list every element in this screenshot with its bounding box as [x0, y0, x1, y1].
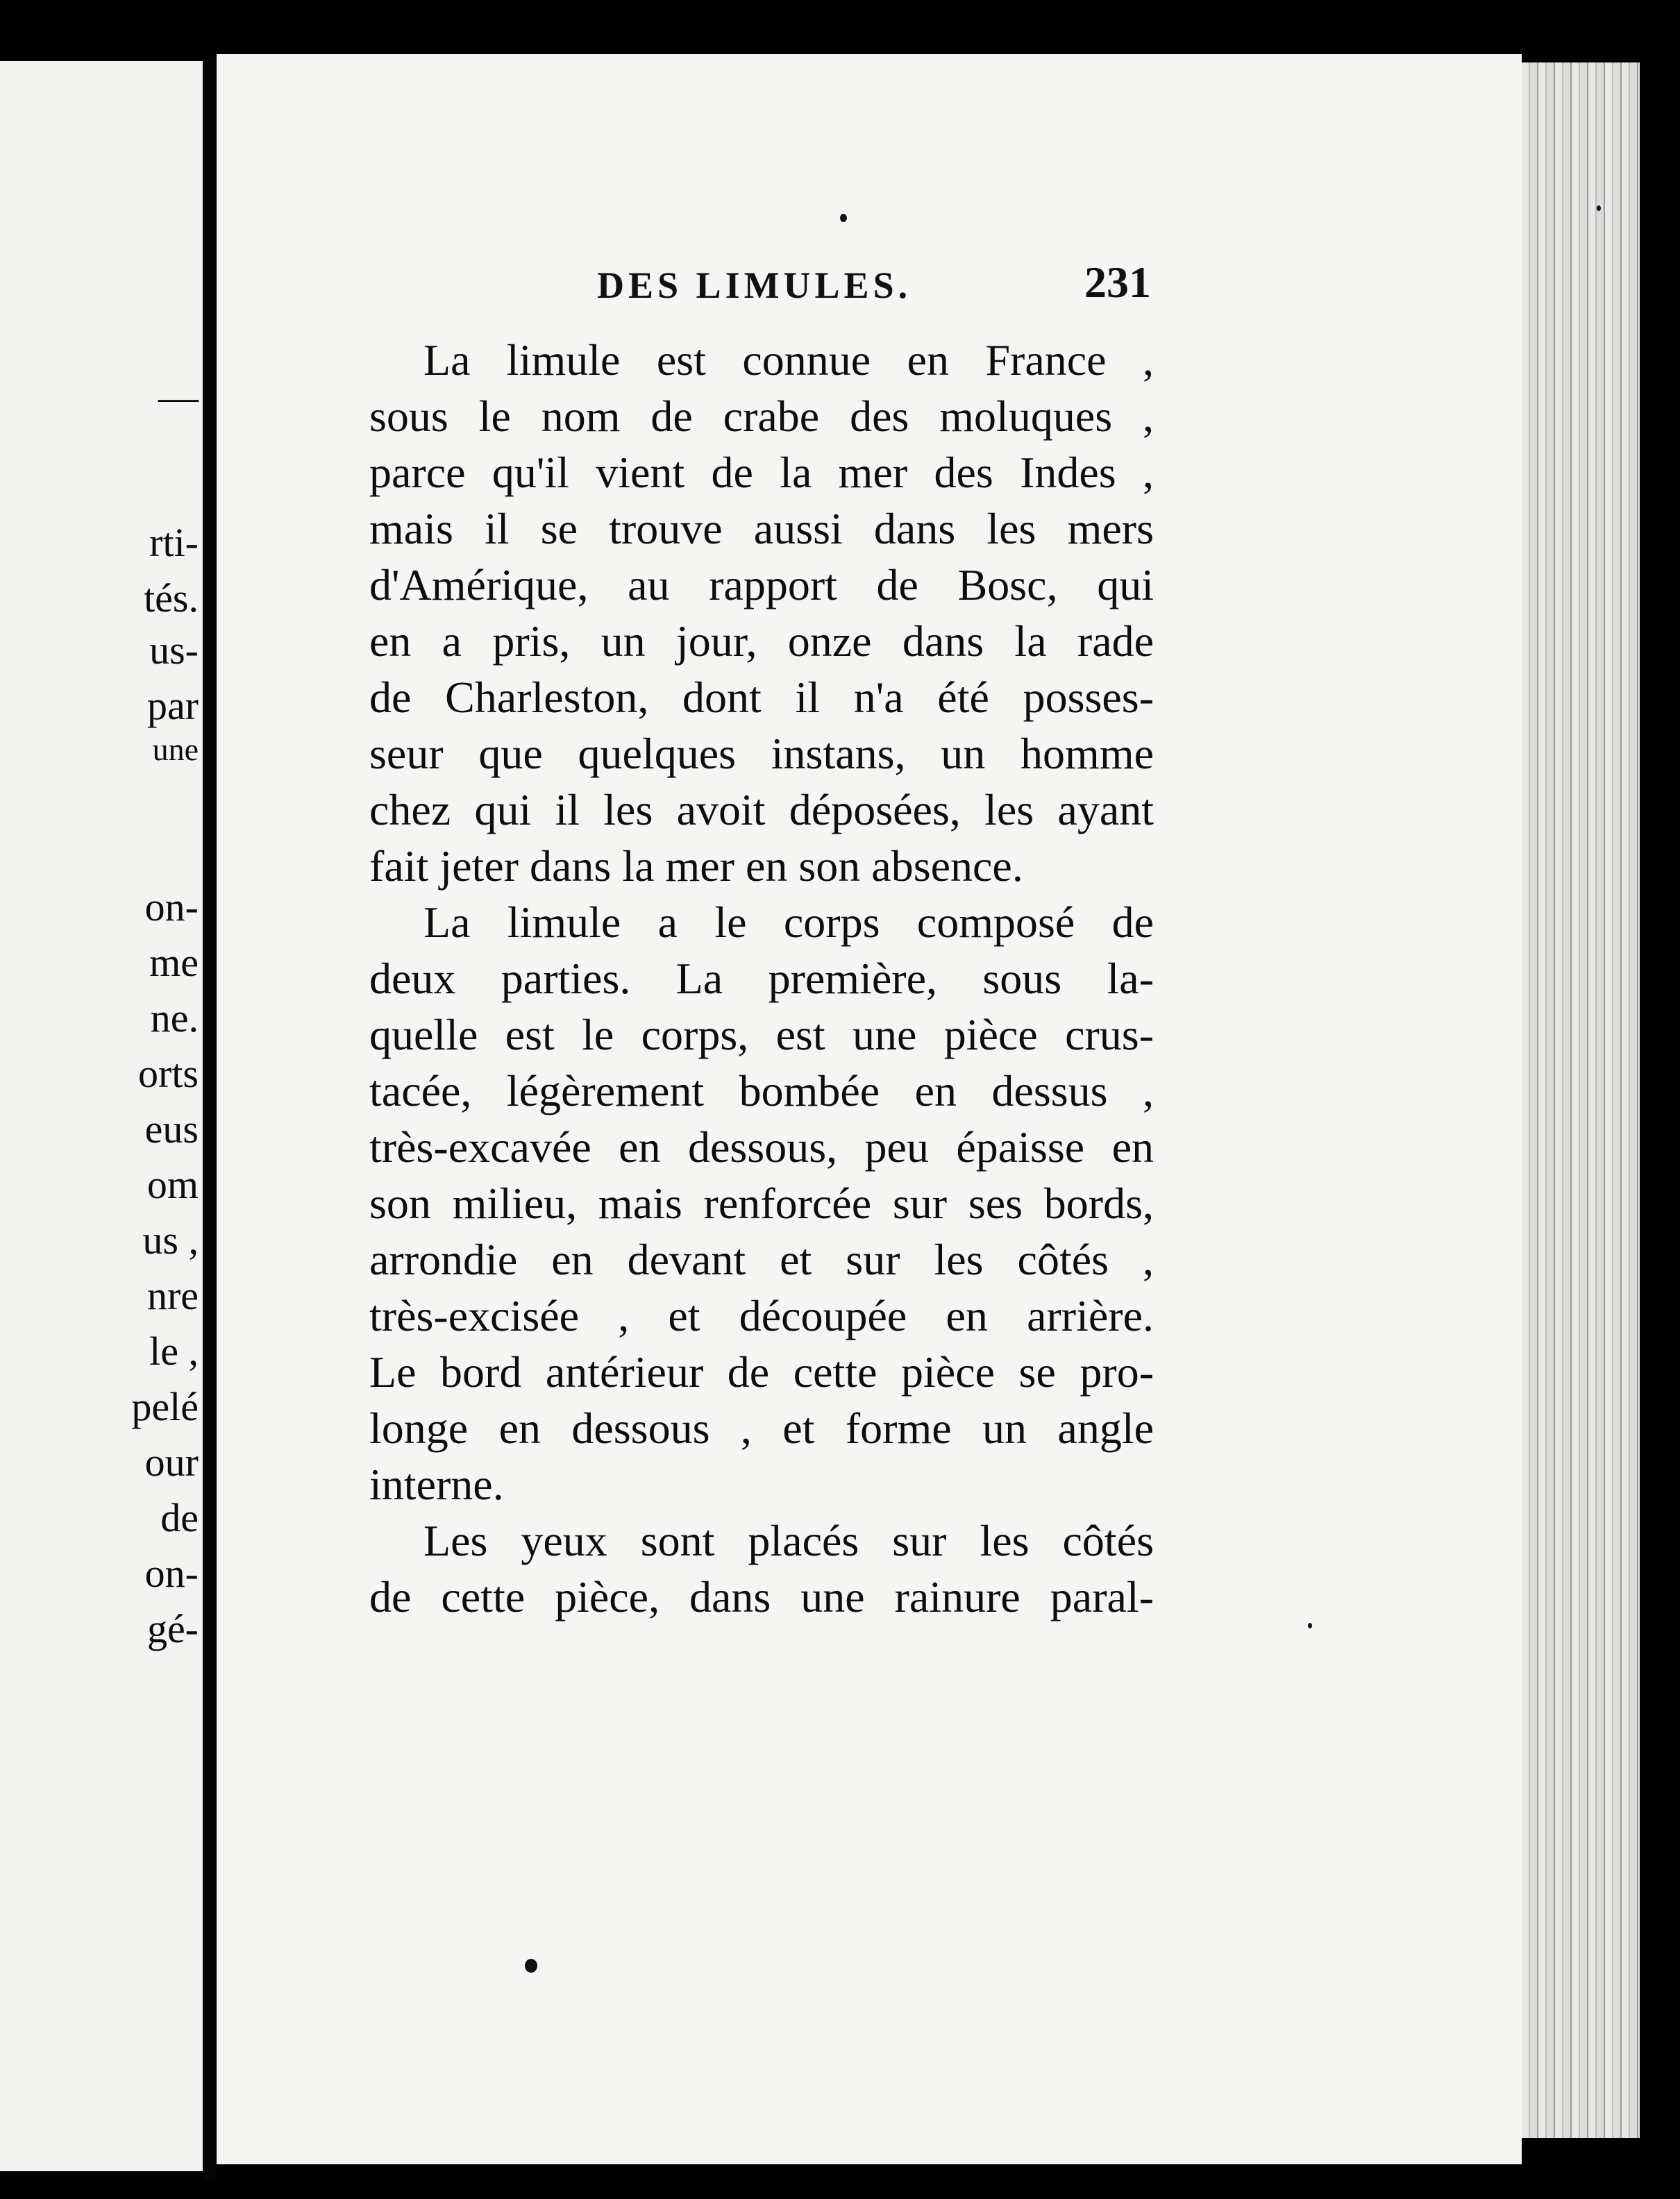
text-line: de Charleston, dont il n'a été posses- [369, 673, 1154, 722]
text-line: interne. [369, 1460, 504, 1509]
ink-speck [1597, 205, 1601, 211]
text-line: parce qu'il vient de la mer des Indes , [369, 448, 1154, 497]
text-line: seur que quelques instans, un homme [369, 729, 1154, 778]
ink-speck [525, 1959, 537, 1973]
left-fragment-line: on- [144, 1551, 199, 1596]
ink-speck [1308, 1623, 1312, 1628]
left-fragment-line: me [149, 940, 199, 985]
text-line: d'Amérique, au rapport de Bosc, qui [369, 560, 1154, 609]
page-edges [1522, 62, 1640, 2138]
left-fragment-line: — [158, 374, 199, 419]
body-text [369, 332, 1154, 1625]
text-line: son milieu, mais renforcée sur ses bords, [369, 1179, 1154, 1228]
left-fragment-line: orts [138, 1051, 199, 1096]
left-fragment-line: nre [146, 1273, 199, 1318]
text-line: sous le nom de crabe des moluques , [369, 391, 1154, 441]
text-line: Les yeux sont placés sur les côtés [423, 1516, 1154, 1565]
left-fragment-line: gé- [146, 1606, 199, 1651]
text-line: deux parties. La première, sous la- [369, 954, 1154, 1003]
text-line: très-excavée en dessous, peu épaisse en [369, 1122, 1154, 1172]
text-line: La limule est connue en France , [423, 335, 1154, 385]
text-line: longe en dessous , et forme un angle [369, 1404, 1154, 1453]
left-fragment-line: ne. [150, 995, 199, 1040]
left-fragment-line: par [146, 683, 199, 728]
left-fragment-line: eus [144, 1106, 199, 1152]
left-fragment-line: le , [149, 1329, 199, 1374]
left-fragment-line: on- [144, 884, 199, 929]
page-number: 231 [1084, 258, 1151, 307]
left-fragment-line: us- [149, 627, 199, 673]
text-line: en a pris, un jour, onze dans la rade [369, 616, 1154, 666]
left-fragment-line: une [152, 732, 199, 767]
text-line: Le bord antérieur de cette pièce se pro- [369, 1347, 1154, 1397]
left-fragment-line: rti- [149, 520, 199, 565]
text-line: quelle est le corps, est une pièce crus- [369, 1010, 1154, 1059]
left-fragment-line: us , [142, 1218, 199, 1263]
left-fragment-line: de [160, 1495, 199, 1540]
left-fragment-line: our [144, 1440, 199, 1485]
text-line: mais il se trouve aussi dans les mers [369, 504, 1154, 553]
text-line: arrondie en devant et sur les côtés , [369, 1235, 1154, 1284]
left-fragment-line: pelé [131, 1384, 199, 1429]
ink-speck [840, 214, 847, 222]
text-line: La limule a le corps composé de [423, 898, 1154, 947]
text-line: tacée, légèrement bombée en dessus , [369, 1066, 1154, 1115]
text-line: fait jeter dans la mer en son absence. [369, 841, 1023, 891]
book-gutter [203, 56, 217, 2180]
left-page-fragment [0, 61, 203, 2171]
text-line: chez qui il les avoit déposées, les ayant [369, 785, 1154, 834]
running-title: DES LIMULES. [597, 264, 912, 306]
text-line: très-excisée , et découpée en arrière. [369, 1291, 1154, 1340]
left-fragment-line: tés. [144, 575, 199, 621]
running-head [380, 257, 1151, 319]
text-line: de cette pièce, dans une rainure paral- [369, 1572, 1154, 1621]
left-fragment-line: om [146, 1162, 199, 1207]
